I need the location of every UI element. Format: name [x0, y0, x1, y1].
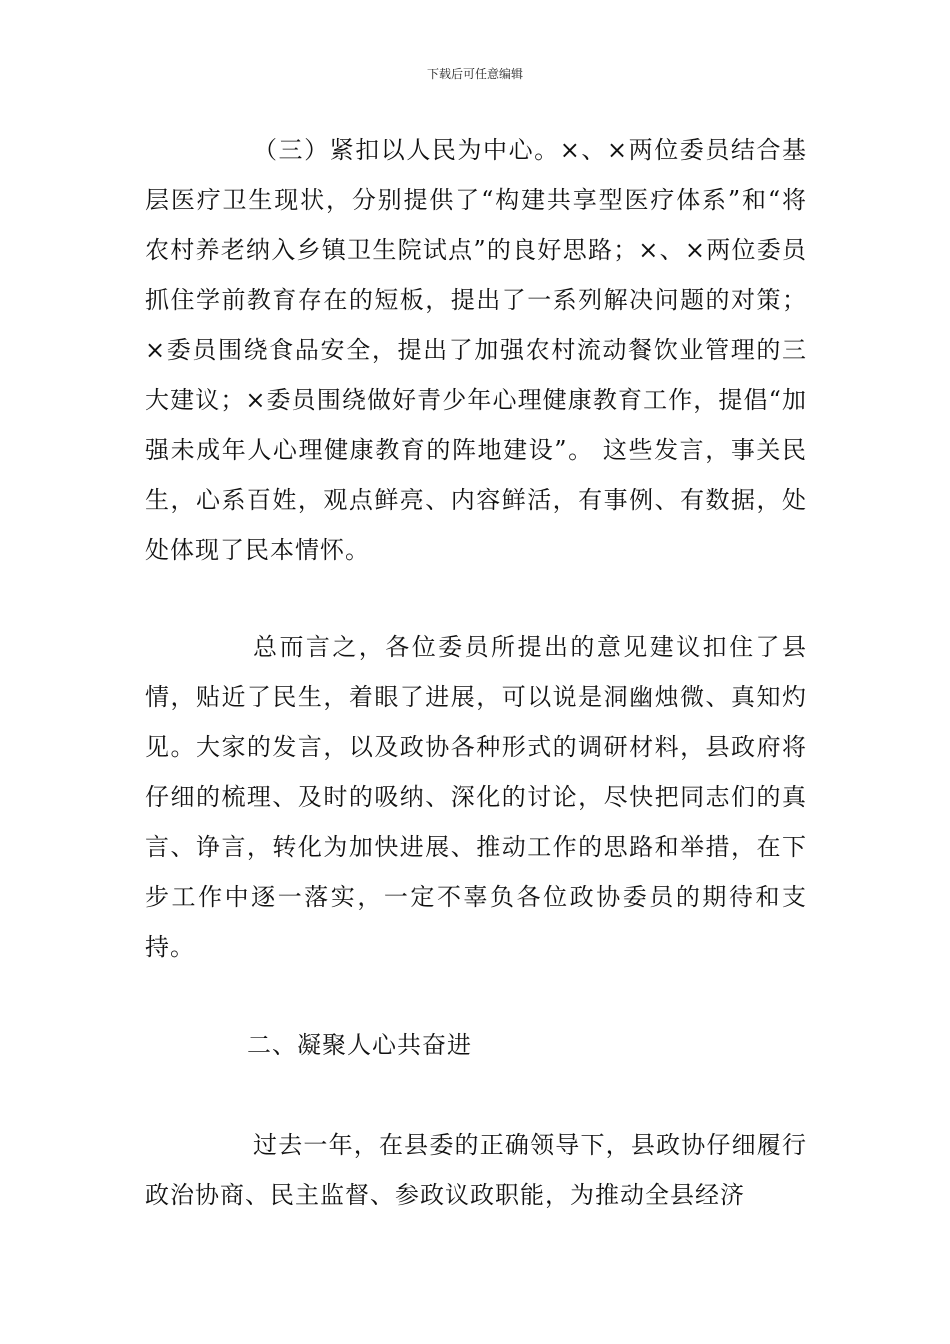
page-header: 下载后可任意编辑: [426, 67, 523, 81]
section-heading: 二、凝聚人心共奋进: [247, 1031, 472, 1059]
paragraph-people-centered: （三）紧扣以人民为中心。×、×两位委员结合基层医疗卫生现状，分别提供了“构建共享型医疗体系”和“将农村养老纳入乡镇卫生院试点”的良好思路；×、×两位委员抓住学前教育存在的短板，提出了一系列解决问题的对策；×委员围绕食品安全，提出了加强农村流动餐饮业管理的三大建议；×委员围绕做好青少年心理健康教育工作，提倡“加强未成年人心理健康教育的阵地建设”。 这些发言，事关民生，心系百姓，观点鲜亮、内容鲜活，有事例、有数据，处处体现了民本情怀。: [145, 136, 807, 564]
paragraph-past-year: 过去一年，在县委的正确领导下，县政协仔细履行政治协商、民主监督、参政议政职能，为推动全县经济: [145, 1131, 807, 1209]
paragraph-summary: 总而言之，各位委员所提出的意见建议扣住了县情，贴近了民生，着眼了进展，可以说是洞幽烛微、真知灼见。大家的发言，以及政协各种形式的调研材料，县政府将仔细的梳理、及时的吸纳、深化的讨论，尽快把同志们的真言、诤言，转化为加快进展、推动工作的思路和举措，在下步工作中逐一落实，一定不辜负各位政协委员的期待和支持。: [145, 633, 807, 961]
